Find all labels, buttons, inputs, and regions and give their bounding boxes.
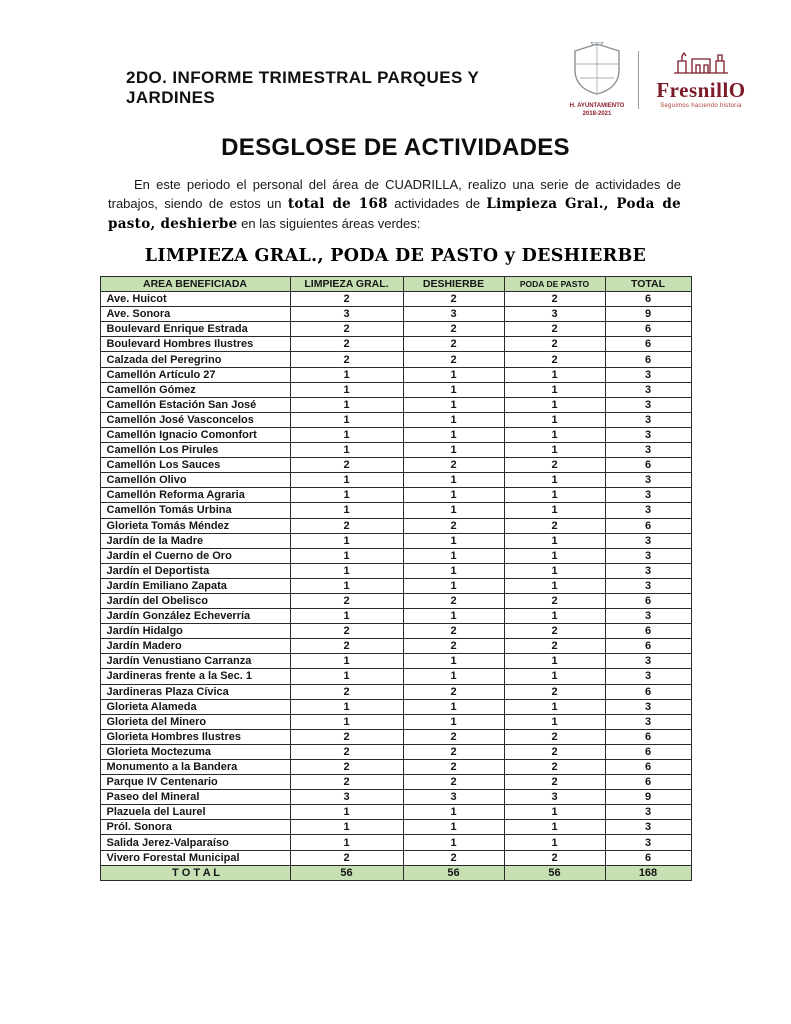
value-cell: 6 (605, 624, 691, 639)
value-cell: 1 (290, 714, 403, 729)
value-cell: 1 (290, 488, 403, 503)
value-cell: 3 (605, 412, 691, 427)
value-cell: 2 (504, 850, 605, 865)
table-row (100, 669, 691, 684)
area-name-cell: Jardín el Deportista (100, 563, 290, 578)
column-header-area: AREA BENEFICIADA (100, 277, 290, 292)
table-row (100, 775, 691, 790)
logo-divider (638, 51, 639, 109)
value-cell: 2 (290, 337, 403, 352)
value-cell: 1 (504, 699, 605, 714)
table-body (100, 292, 691, 866)
city-crest-logo (566, 42, 628, 118)
value-cell: 1 (290, 533, 403, 548)
value-cell: 1 (290, 578, 403, 593)
table-row (100, 790, 691, 805)
value-cell: 1 (504, 412, 605, 427)
value-cell: 1 (290, 820, 403, 835)
value-cell: 2 (403, 684, 504, 699)
area-name-cell: Camellón Los Pirules (100, 443, 290, 458)
value-cell: 1 (504, 443, 605, 458)
area-name-cell: Jardín de la Madre (100, 533, 290, 548)
document-header (0, 0, 791, 118)
table-row (100, 578, 691, 593)
value-cell: 1 (504, 382, 605, 397)
table-row (100, 850, 691, 865)
value-cell: 2 (290, 729, 403, 744)
value-cell: 1 (403, 503, 504, 518)
table-row (100, 624, 691, 639)
area-name-cell: Calzada del Peregrino (100, 352, 290, 367)
area-name-cell: Ave. Huicot (100, 292, 290, 307)
value-cell: 6 (605, 850, 691, 865)
total-value-cell: 56 (403, 865, 504, 880)
value-cell: 3 (605, 488, 691, 503)
intro-bold-activities: Limpieza Gral., Poda de pasto, deshierbe (108, 196, 681, 232)
area-name-cell: Jardín Venustiano Carranza (100, 654, 290, 669)
value-cell: 2 (290, 760, 403, 775)
value-cell: 1 (403, 714, 504, 729)
value-cell: 1 (504, 548, 605, 563)
report-title: 2DO. INFORME TRIMESTRAL PARQUES Y JARDINES (126, 68, 479, 107)
value-cell: 3 (403, 790, 504, 805)
area-name-cell: Boulevard Hombres Ilustres (100, 337, 290, 352)
table-row (100, 322, 691, 337)
value-cell: 1 (403, 820, 504, 835)
value-cell: 1 (290, 563, 403, 578)
value-cell: 6 (605, 760, 691, 775)
value-cell: 2 (403, 322, 504, 337)
value-cell: 6 (605, 458, 691, 473)
value-cell: 1 (403, 609, 504, 624)
table-row (100, 744, 691, 759)
intro-text-3: en las siguientes áreas verdes: (237, 216, 421, 231)
value-cell: 2 (403, 458, 504, 473)
activities-table (100, 276, 692, 881)
value-cell: 1 (403, 805, 504, 820)
value-cell: 1 (504, 367, 605, 382)
value-cell: 3 (605, 548, 691, 563)
value-cell: 1 (290, 397, 403, 412)
table-row (100, 654, 691, 669)
value-cell: 1 (290, 427, 403, 442)
value-cell: 2 (504, 744, 605, 759)
value-cell: 1 (403, 382, 504, 397)
table-row (100, 533, 691, 548)
value-cell: 3 (605, 578, 691, 593)
total-value-cell: 56 (290, 865, 403, 880)
value-cell: 2 (290, 684, 403, 699)
value-cell: 6 (605, 292, 691, 307)
value-cell: 1 (290, 503, 403, 518)
value-cell: 2 (403, 744, 504, 759)
value-cell: 1 (504, 533, 605, 548)
area-name-cell: Plazuela del Laurel (100, 805, 290, 820)
value-cell: 1 (504, 427, 605, 442)
value-cell: 1 (403, 533, 504, 548)
section-title: LIMPIEZA GRAL., PODA DE PASTO y DESHIERBE (144, 246, 647, 266)
value-cell: 1 (290, 835, 403, 850)
value-cell: 1 (504, 609, 605, 624)
value-cell: 3 (504, 790, 605, 805)
value-cell: 3 (605, 563, 691, 578)
area-name-cell: Camellón Los Sauces (100, 458, 290, 473)
area-name-cell: Glorieta Alameda (100, 699, 290, 714)
value-cell: 3 (605, 473, 691, 488)
value-cell: 6 (605, 729, 691, 744)
value-cell: 1 (403, 488, 504, 503)
value-cell: 6 (605, 337, 691, 352)
table-row (100, 473, 691, 488)
table-row (100, 397, 691, 412)
table-header (100, 277, 691, 292)
area-name-cell: Camellón José Vasconcelos (100, 412, 290, 427)
area-name-cell: Camellón Estación San José (100, 397, 290, 412)
table-row (100, 699, 691, 714)
area-name-cell: Camellón Olivo (100, 473, 290, 488)
value-cell: 2 (504, 322, 605, 337)
table-row (100, 337, 691, 352)
value-cell: 1 (504, 488, 605, 503)
value-cell: 2 (504, 760, 605, 775)
table-footer (100, 865, 691, 880)
value-cell: 3 (605, 699, 691, 714)
value-cell: 2 (403, 352, 504, 367)
value-cell: 3 (605, 805, 691, 820)
area-name-cell: Glorieta Moctezuma (100, 744, 290, 759)
value-cell: 3 (605, 609, 691, 624)
value-cell: 2 (290, 639, 403, 654)
value-cell: 2 (403, 850, 504, 865)
value-cell: 3 (403, 307, 504, 322)
header-row (100, 277, 691, 292)
value-cell: 2 (504, 593, 605, 608)
value-cell: 1 (290, 367, 403, 382)
area-name-cell: Camellón Ignacio Comonfort (100, 427, 290, 442)
crest-caption-line1: H. AYUNTAMIENTO (569, 103, 625, 109)
value-cell: 2 (504, 775, 605, 790)
value-cell: 1 (403, 563, 504, 578)
value-cell: 1 (290, 473, 403, 488)
value-cell: 3 (605, 382, 691, 397)
table-row (100, 593, 691, 608)
value-cell: 1 (403, 473, 504, 488)
crest-caption-line2: 2018-2021 (582, 110, 612, 117)
value-cell: 1 (504, 473, 605, 488)
value-cell: 2 (290, 352, 403, 367)
table-row (100, 548, 691, 563)
value-cell: 2 (403, 729, 504, 744)
table-row (100, 307, 691, 322)
value-cell: 6 (605, 775, 691, 790)
value-cell: 2 (504, 624, 605, 639)
value-cell: 2 (403, 639, 504, 654)
value-cell: 1 (504, 397, 605, 412)
table-row (100, 443, 691, 458)
value-cell: 1 (403, 699, 504, 714)
value-cell: 2 (504, 337, 605, 352)
value-cell: 2 (290, 322, 403, 337)
area-name-cell: Jardineras frente a la Sec. 1 (100, 669, 290, 684)
area-name-cell: Camellón Artículo 27 (100, 367, 290, 382)
area-name-cell: Jardín Hidalgo (100, 624, 290, 639)
area-name-cell: Salida Jerez-Valparaíso (100, 835, 290, 850)
value-cell: 2 (504, 518, 605, 533)
value-cell: 3 (605, 503, 691, 518)
area-name-cell: Glorieta Hombres Ilustres (100, 729, 290, 744)
value-cell: 2 (290, 518, 403, 533)
value-cell: 1 (403, 835, 504, 850)
value-cell: 1 (290, 548, 403, 563)
intro-bold-total: total de 168 (287, 196, 388, 212)
value-cell: 3 (605, 427, 691, 442)
value-cell: 1 (290, 382, 403, 397)
table-row (100, 458, 691, 473)
value-cell: 3 (605, 835, 691, 850)
value-cell: 2 (403, 337, 504, 352)
value-cell: 2 (290, 292, 403, 307)
table-row (100, 820, 691, 835)
value-cell: 3 (605, 654, 691, 669)
value-cell: 2 (403, 593, 504, 608)
value-cell: 3 (290, 307, 403, 322)
table-row (100, 412, 691, 427)
intro-text-2: actividades de (387, 196, 487, 211)
value-cell: 1 (504, 669, 605, 684)
area-name-cell: Camellón Reforma Agraria (100, 488, 290, 503)
table-row (100, 382, 691, 397)
area-name-cell: Parque IV Centenario (100, 775, 290, 790)
value-cell: 2 (504, 352, 605, 367)
value-cell: 6 (605, 518, 691, 533)
table-row (100, 427, 691, 442)
area-name-cell: Jardín Emiliano Zapata (100, 578, 290, 593)
table-row (100, 684, 691, 699)
table-row (100, 609, 691, 624)
value-cell: 1 (403, 397, 504, 412)
column-header-poda: PODA DE PASTO (504, 277, 605, 292)
area-name-cell: Vivero Forestal Municipal (100, 850, 290, 865)
area-name-cell: Jardín el Cuerno de Oro (100, 548, 290, 563)
table-row (100, 503, 691, 518)
area-name-cell: Monumento a la Bandera (100, 760, 290, 775)
table-row (100, 835, 691, 850)
value-cell: 1 (403, 367, 504, 382)
value-cell: 2 (504, 458, 605, 473)
area-name-cell: Glorieta Tomás Méndez (100, 518, 290, 533)
value-cell: 2 (403, 624, 504, 639)
intro-paragraph (108, 175, 681, 234)
fresnillo-wordmark: FresnillO (656, 78, 746, 102)
total-value-cell: 56 (504, 865, 605, 880)
value-cell: 1 (403, 654, 504, 669)
value-cell: 1 (290, 699, 403, 714)
value-cell: 1 (504, 835, 605, 850)
value-cell: 1 (504, 820, 605, 835)
value-cell: 1 (504, 805, 605, 820)
area-name-cell: Pról. Sonora (100, 820, 290, 835)
area-name-cell: Jardín González Echeverría (100, 609, 290, 624)
area-name-cell: Ave. Sonora (100, 307, 290, 322)
value-cell: 1 (290, 654, 403, 669)
value-cell: 2 (504, 684, 605, 699)
table-row (100, 714, 691, 729)
table-row (100, 367, 691, 382)
value-cell: 6 (605, 352, 691, 367)
table-row (100, 760, 691, 775)
table-row (100, 729, 691, 744)
total-value-cell: 168 (605, 865, 691, 880)
value-cell: 3 (605, 367, 691, 382)
value-cell: 6 (605, 593, 691, 608)
value-cell: 6 (605, 639, 691, 654)
value-cell: 2 (403, 775, 504, 790)
area-name-cell: Paseo del Mineral (100, 790, 290, 805)
value-cell: 1 (403, 669, 504, 684)
value-cell: 1 (290, 412, 403, 427)
value-cell: 1 (504, 563, 605, 578)
total-row (100, 865, 691, 880)
value-cell: 3 (605, 714, 691, 729)
value-cell: 2 (290, 775, 403, 790)
crest-caption (570, 103, 625, 118)
value-cell: 3 (605, 397, 691, 412)
area-name-cell: Camellón Gómez (100, 382, 290, 397)
area-name-cell: Jardín Madero (100, 639, 290, 654)
table-row (100, 805, 691, 820)
value-cell: 9 (605, 307, 691, 322)
value-cell: 2 (403, 518, 504, 533)
table-row (100, 563, 691, 578)
value-cell: 3 (605, 533, 691, 548)
value-cell: 2 (504, 729, 605, 744)
value-cell: 3 (290, 790, 403, 805)
value-cell: 9 (605, 790, 691, 805)
value-cell: 1 (403, 427, 504, 442)
value-cell: 3 (605, 669, 691, 684)
value-cell: 6 (605, 684, 691, 699)
fresnillo-logo (649, 51, 753, 109)
area-name-cell: Boulevard Enrique Estrada (100, 322, 290, 337)
value-cell: 1 (504, 714, 605, 729)
column-header-deshierbe: DESHIERBE (403, 277, 504, 292)
value-cell: 3 (605, 443, 691, 458)
value-cell: 2 (290, 458, 403, 473)
total-label-cell: T O T A L (100, 865, 290, 880)
table-row (100, 352, 691, 367)
building-icon (672, 51, 730, 80)
area-name-cell: Camellón Tomás Urbina (100, 503, 290, 518)
value-cell: 2 (290, 850, 403, 865)
value-cell: 1 (504, 654, 605, 669)
value-cell: 2 (403, 760, 504, 775)
value-cell: 1 (504, 578, 605, 593)
table-row (100, 292, 691, 307)
value-cell: 2 (290, 593, 403, 608)
value-cell: 1 (290, 609, 403, 624)
value-cell: 6 (605, 744, 691, 759)
value-cell: 3 (605, 820, 691, 835)
value-cell: 6 (605, 322, 691, 337)
fresnillo-tagline: Seguimos haciendo historia (660, 103, 742, 109)
area-name-cell: Jardineras Plaza Cívica (100, 684, 290, 699)
intro-text-1: En este periodo el personal del área de CUADRILLA, realizo una serie de actividades de trabajos, siendo de estos un (108, 177, 681, 211)
value-cell: 2 (504, 639, 605, 654)
area-name-cell: Glorieta del Minero (100, 714, 290, 729)
value-cell: 1 (290, 669, 403, 684)
column-header-total: TOTAL (605, 277, 691, 292)
value-cell: 1 (403, 578, 504, 593)
column-header-limpieza: LIMPIEZA GRAL. (290, 277, 403, 292)
value-cell: 2 (290, 744, 403, 759)
value-cell: 2 (504, 292, 605, 307)
value-cell: 1 (403, 443, 504, 458)
value-cell: 1 (403, 412, 504, 427)
value-cell: 1 (290, 443, 403, 458)
table-row (100, 488, 691, 503)
page-title: DESGLOSE DE ACTIVIDADES (221, 134, 570, 161)
area-name-cell: Jardín del Obelisco (100, 593, 290, 608)
value-cell: 1 (504, 503, 605, 518)
table-row (100, 518, 691, 533)
value-cell: 1 (290, 805, 403, 820)
value-cell: 3 (504, 307, 605, 322)
logo-block (566, 42, 753, 118)
value-cell: 1 (403, 548, 504, 563)
value-cell: 2 (290, 624, 403, 639)
table-row (100, 639, 691, 654)
crest-shield-icon (572, 42, 622, 101)
value-cell: 2 (403, 292, 504, 307)
